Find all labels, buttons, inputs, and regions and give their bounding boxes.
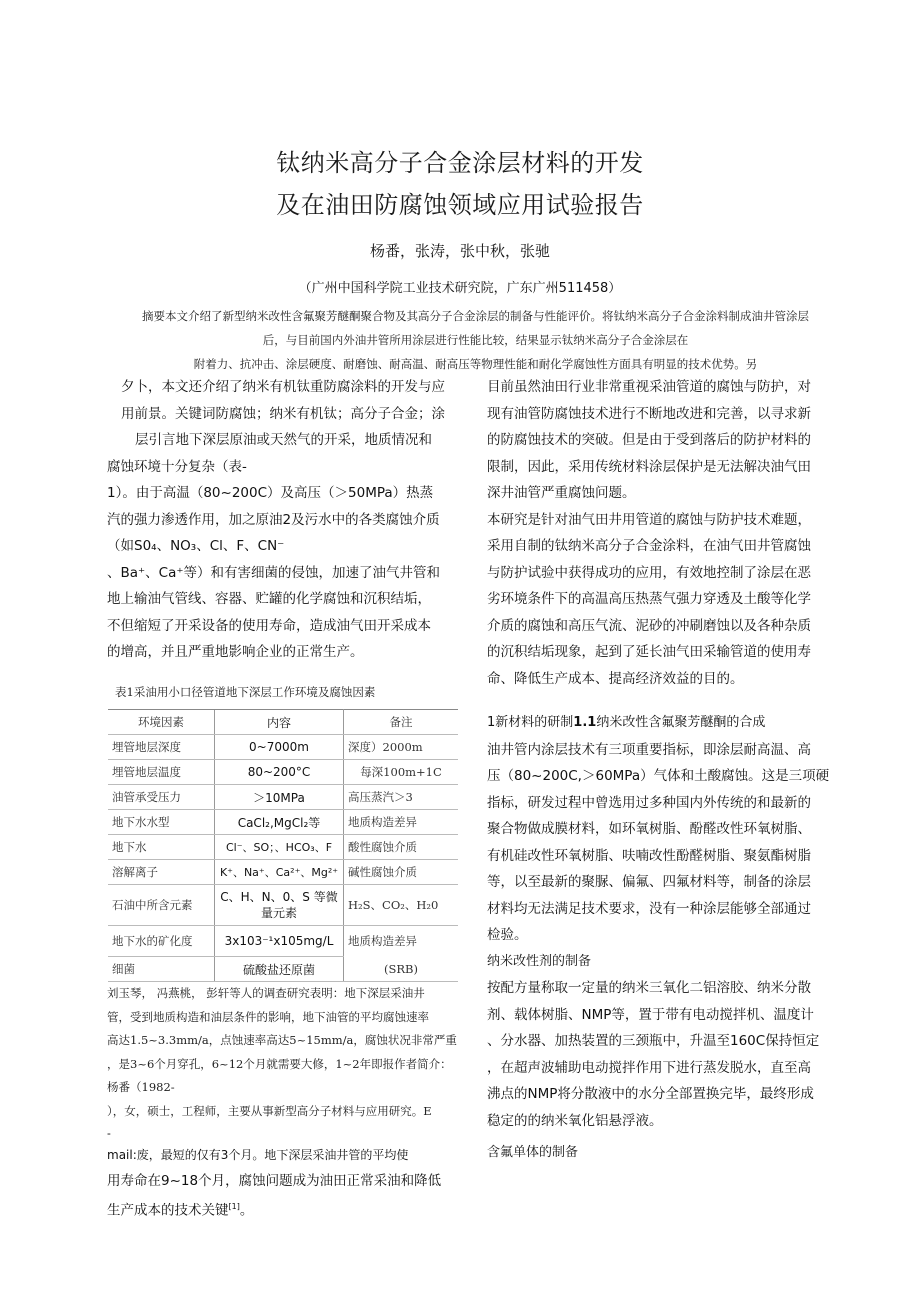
table-cell: 酸性腐蚀介质 (344, 835, 459, 860)
table-cell: 深度）2000m (344, 735, 459, 760)
environment-table (108, 709, 458, 982)
text-line: 夕卜，本文还介绍了纳米有机钛重防腐涂料的开发与应 (121, 379, 445, 395)
table-header-row (108, 710, 458, 735)
table-row (108, 860, 458, 885)
table-cell: K⁺、Na⁺、Ca²⁺、Mg²⁺ (215, 860, 344, 885)
paper-title-line-1: 钛纳米高分子合金涂层材料的开发 (276, 149, 644, 177)
text-line: 压（80~200C,＞60MPa）气体和土酸腐蚀。这是三项硬 (487, 768, 830, 784)
text-line (107, 1142, 472, 1168)
table-cell: 地质构造差异 (348, 934, 417, 949)
text-line: 本研究是针对油气田井用管道的腐蚀与防护技术难题， (487, 511, 811, 528)
table-cell: 细菌 (108, 957, 215, 982)
text-line: 聚合物做成膜材料，如环氧树脂、酚醛改性环氧树脂、 (487, 821, 811, 837)
text-line: 沸点的NMP将分散液中的水分全部置换完毕，最终形成 (487, 1086, 814, 1102)
text-line: 目前虽然油田行业非常重视采油管道的腐蚀与防护，对 (487, 379, 811, 395)
text-line: （如S0₄、NO₃、Cl、F、CN⁻ (107, 538, 285, 554)
author-note (107, 982, 472, 1147)
text-line: 1）。由于高温（80~200C）及高压（＞50MPa）热蒸 (107, 485, 434, 501)
heading-number: 1.1 (573, 715, 597, 730)
table-cell: 硫酸盐还原菌 (215, 957, 344, 982)
table-row (108, 885, 458, 926)
table-cell: ＞10MPa (215, 785, 344, 810)
text-line: 稳定的的纳米氧化铝悬浮液。 (487, 1112, 663, 1129)
text-fragment: 生产成本的技术关键 (107, 1202, 229, 1219)
text-line: 检验。 (487, 927, 528, 943)
text-line: ，在超声波辅助电动搅拌作用下进行蒸发脱水，直至高 (487, 1059, 811, 1076)
text-line: 现有油管防腐蚀技术进行不断地改进和完善，以寻求新 (487, 405, 811, 422)
table-cell: 油管承受压力 (108, 785, 215, 810)
paper-title-line-2: 及在油田防腐蚀领域应用试验报告 (276, 191, 644, 219)
text-line: 用前景。关键词防腐蚀；纳米有机钛；高分子合金；涂 (121, 405, 445, 422)
text-line: 用寿命在9~18个月，腐蚀问题成为油田正常采油和降低 (107, 1173, 442, 1189)
table-row (108, 835, 458, 860)
table-row (108, 735, 458, 760)
table-cell: 3x103⁻¹x105mg/L (215, 926, 344, 957)
text-line: 刘玉琴， 冯燕桃， 彭轩等人的调查研究表明：地下深层采油井 (107, 986, 425, 1000)
table-cell: 石油中所含元素 (108, 885, 215, 926)
text-line: 材料均无法满足技术要求，没有一种涂层能够全部通过 (487, 900, 811, 917)
table-cell: 0~7000m (215, 735, 344, 760)
table-header-cell: 内容 (215, 710, 344, 735)
table-row (108, 957, 458, 982)
email-fragment: mail:废，最短的仅有3个月。地下深层采油井管的平均使 (107, 1148, 409, 1162)
text-fragment: 。 (239, 1202, 254, 1219)
table-cell: 地质构造差异 (344, 810, 459, 835)
text-line: 油井管内涂层技术有三项重要指标，即涂层耐高温、高 (487, 741, 811, 758)
table-cell: 高压蒸汽＞3 (344, 785, 459, 810)
text-line: 深井油管严重腐蚀问题。 (487, 485, 636, 501)
table-header-cell: 备注 (344, 710, 459, 735)
text-line: ），女，硕士，工程师，主要从事新型高分子材料与应用研究。E (107, 1103, 432, 1118)
table-cell: H₂S、CO₂、H₂0 (344, 885, 459, 926)
text-line: 指标，研发过程中曾选用过多种国内外传统的和最新的 (487, 794, 811, 811)
text-line: 管，受到地质构造和油层条件的影响，地下油管的平均腐蚀速率 (107, 1009, 429, 1024)
text-line: 按配方量称取一定量的纳米三氧化二铝溶胶、纳米分散 (487, 980, 811, 996)
text-line: 等，以至最新的聚脲、偏氟、四氟材料等，制备的涂层 (487, 874, 811, 890)
heading-part: 纳米改性含氟聚芳醚酮的合成 (596, 715, 766, 730)
table-cell: 地下水水型 (108, 810, 215, 835)
table-cell: 埋管地层深度 (108, 735, 215, 760)
right-column (487, 374, 837, 1167)
text-line: ，是3~6个月穿孔，6~12个月就需要大修，1~2年即报作者简介： (107, 1056, 452, 1071)
table-row (108, 926, 458, 957)
left-column-continuation (107, 1142, 472, 1224)
table-cell: 地下水的矿化度 (108, 926, 215, 957)
table-row (108, 760, 458, 785)
table-cell: 碱性腐蚀介质 (344, 860, 459, 885)
table-caption: 表1采油用小口径管道地下深层工作环境及腐蚀因素 (115, 685, 376, 699)
table-row (108, 785, 458, 810)
reference-marker[interactable]: [1] (228, 1202, 240, 1211)
text-line: 不但缩短了开采设备的使用寿命，造成油气田开采成本 (107, 617, 431, 634)
text-line: 、Ba⁺、Ca⁺等）和有害细菌的侵蚀，加速了油气井管和 (107, 564, 440, 581)
affiliation: （广州中国科学院工业技术研究院，广东广州511458） (298, 281, 622, 296)
abstract-line: 后，与目前国内外油井管所用涂层进行性能比较，结果显示钛纳米高分子合金涂层在 (262, 333, 689, 347)
text-line: 劣环境条件下的高温高压热蒸气强力穿透及土酸等化学 (487, 591, 811, 607)
abstract (108, 304, 843, 376)
table-header-cell: 环境因素 (108, 710, 215, 735)
table-cell: (SRB) (344, 957, 459, 982)
abstract-line: 附着力、抗冲击、涂层硬度、耐磨蚀、耐高温、耐高压等物理性能和耐化学腐蚀性方面具有明显的技术优势。另 (193, 357, 758, 371)
table-cell: 埋管地层温度 (108, 760, 215, 785)
text-line: 、分水器、加热装置的三颈瓶中，升温至160C保持恒定 (487, 1033, 820, 1049)
text-line: 限制，因此，采用传统材料涂层保护是无法解决油气田 (487, 458, 811, 475)
text-line: 高达1.5~3.3mm/a，点蚀速率高达5~15mm/a，腐蚀状况非常严重 (107, 1033, 457, 1047)
table-cell: CaCl₂,MgCl₂等 (215, 810, 344, 835)
text-line: 命、降低生产成本、提高经济效益的目的。 (487, 670, 744, 687)
text-line: - (107, 1128, 111, 1140)
text-line: 的沉积结垢现象，起到了延长油气田采输管道的使用寿 (487, 644, 811, 660)
abstract-line: 摘要本文介绍了新型纳米改性含氟聚芳醚酮聚合物及其高分子合金涂层的制备与性能评价。将钛纳米高分子合金涂料制成油井管涂层 (142, 309, 809, 323)
table-cell: C、H、N、0、S 等微量元素 (215, 885, 344, 926)
left-column-intro (107, 374, 467, 666)
text-line: 采用自制的钛纳米高分子合金涂料，在油气田井管腐蚀 (487, 538, 811, 554)
table-cell: 80~200°C (215, 760, 344, 785)
subsection-heading: 纳米改性剂的制备 (487, 953, 592, 969)
table-cell: 溶解离子 (108, 860, 215, 885)
text-line: 介质的腐蚀和高压气流、泥砂的冲刷磨蚀以及各种杂质 (487, 617, 811, 634)
text-line: 层引言地下深层原油或天然气的开采，地质情况和 (135, 432, 432, 448)
subsection-heading: 含氟单体的制备 (487, 1145, 579, 1160)
table-cell: 地下水 (108, 835, 215, 860)
text-line: 杨番（1982- (107, 1080, 175, 1094)
text-line: 有机硅改性环氧树脂、呋喃改性酚醛树脂、聚氨酯树脂 (487, 847, 811, 864)
section-heading (487, 710, 837, 737)
text-line: 的增高，并且严重地影响企业的正常生产。 (107, 644, 364, 660)
table-cell: 每深100m+1C (344, 760, 459, 785)
text-line (107, 1194, 472, 1224)
table-row (108, 810, 458, 835)
text-line: 的防腐蚀技术的突破。但是由于受到落后的防护材料的 (487, 432, 811, 448)
text-line: 腐蚀环境十分复杂（表- (107, 458, 247, 475)
text-line: 汽的强力渗透作用，加之原油2及污水中的各类腐蚀介质 (107, 511, 440, 528)
text-line: 地上输油气管线、容器、贮罐的化学腐蚀和沉积结垢， (107, 591, 431, 607)
heading-part: 1新材料的研制 (487, 715, 574, 730)
text-line: 剂、载体树脂、NMP等，置于带有电动搅拌机、温度计 (487, 1006, 814, 1023)
table-cell: Cl⁻、SO；、HCO₃、F (215, 835, 344, 860)
text-line: 与防护试验中获得成功的应用，有效地控制了涂层在恶 (487, 564, 811, 581)
authors: 杨番，张涛，张中秋，张驰 (369, 242, 550, 260)
